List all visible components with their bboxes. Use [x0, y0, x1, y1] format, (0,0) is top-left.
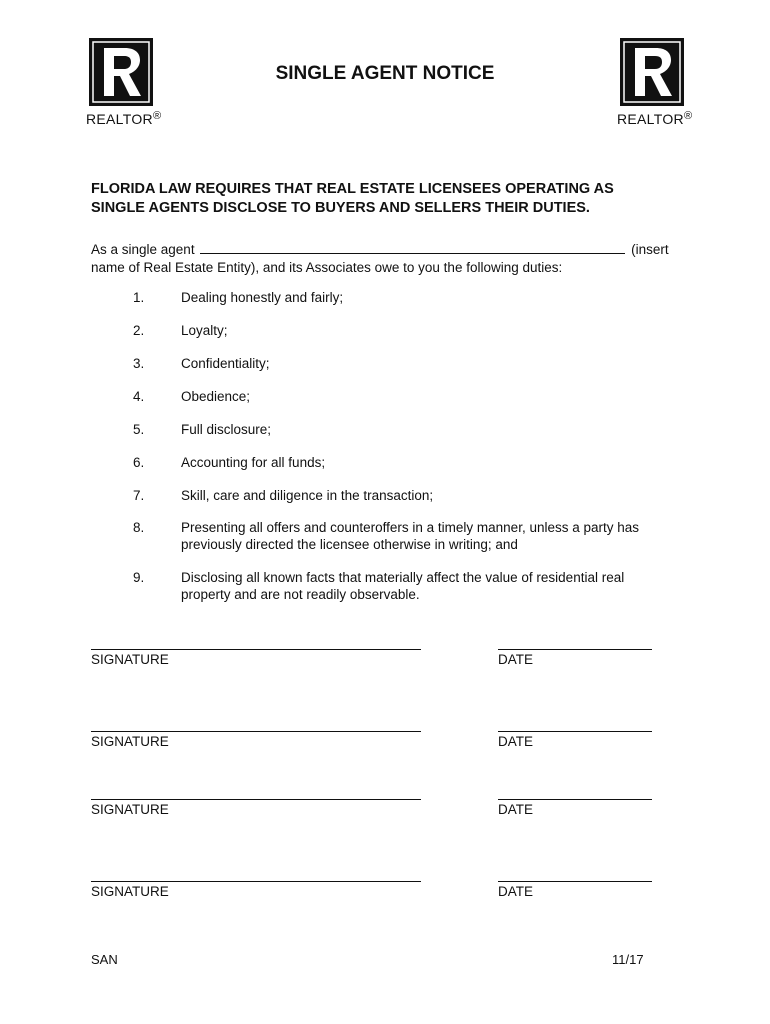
signature-label: SIGNATURE	[91, 802, 169, 817]
duty-text: Dealing honestly and fairly;	[181, 290, 344, 305]
intro-suffix: (insert	[631, 242, 669, 257]
date-label: DATE	[498, 884, 534, 899]
revision-date: 11/17	[612, 952, 644, 967]
duty-number: 8.	[133, 520, 145, 535]
duty-text: Loyalty;	[181, 323, 228, 338]
date-line[interactable]	[498, 799, 652, 800]
signature-row	[0, 731, 770, 761]
registered-mark: ®	[683, 110, 693, 122]
page-title: SINGLE AGENT NOTICE	[275, 63, 495, 84]
form-code: SAN	[91, 952, 118, 967]
date-line[interactable]	[498, 881, 652, 882]
duty-number: 2.	[133, 323, 145, 338]
signature-row	[0, 881, 770, 911]
signature-line[interactable]	[91, 731, 421, 732]
signature-label: SIGNATURE	[91, 652, 169, 667]
duty-number: 6.	[133, 455, 145, 470]
date-label: DATE	[498, 652, 534, 667]
duty-number: 1.	[133, 290, 145, 305]
duty-number: 4.	[133, 389, 145, 404]
date-label: DATE	[498, 802, 534, 817]
realtor-word: REALTOR	[617, 111, 684, 127]
registered-mark: ®	[152, 110, 162, 122]
signature-label: SIGNATURE	[91, 884, 169, 899]
signature-line[interactable]	[91, 881, 421, 882]
signature-line[interactable]	[91, 649, 421, 650]
intro-prefix: As a single agent	[91, 242, 195, 257]
signature-row	[0, 799, 770, 829]
legal-heading	[91, 180, 691, 218]
date-line[interactable]	[498, 649, 652, 650]
duty-text: Skill, care and diligence in the transaction;	[181, 488, 434, 503]
duty-text: Accounting for all funds;	[181, 455, 326, 470]
duty-text: Confidentiality;	[181, 356, 270, 371]
heading-line-1: FLORIDA LAW REQUIRES THAT REAL ESTATE LICENSEES OPERATING AS	[91, 181, 614, 197]
date-line[interactable]	[498, 731, 652, 732]
real-estate-entity-blank[interactable]	[200, 241, 625, 254]
signature-row	[0, 649, 770, 679]
duty-number: 9.	[133, 570, 145, 585]
intro-line-2: name of Real Estate Entity), and its Associates owe to you the following duties:	[91, 260, 563, 275]
duty-text: Presenting all offers and counteroffers in a timely manner, unless a party has previously directed the licensee otherwise in writing; and	[181, 520, 640, 552]
realtor-word: REALTOR	[86, 111, 153, 127]
date-label: DATE	[498, 734, 534, 749]
heading-line-2: SINGLE AGENTS DISCLOSE TO BUYERS AND SELLERS THEIR DUTIES.	[91, 200, 590, 216]
duty-number: 5.	[133, 422, 145, 437]
duty-text: Obedience;	[181, 389, 251, 404]
intro-paragraph	[91, 241, 681, 277]
duty-number: 7.	[133, 488, 145, 503]
duty-text: Full disclosure;	[181, 422, 272, 437]
duty-number: 3.	[133, 356, 145, 371]
duty-text: Disclosing all known facts that materially affect the value of residential real property and are not readily observable.	[181, 570, 625, 602]
signature-label: SIGNATURE	[91, 734, 169, 749]
signature-line[interactable]	[91, 799, 421, 800]
